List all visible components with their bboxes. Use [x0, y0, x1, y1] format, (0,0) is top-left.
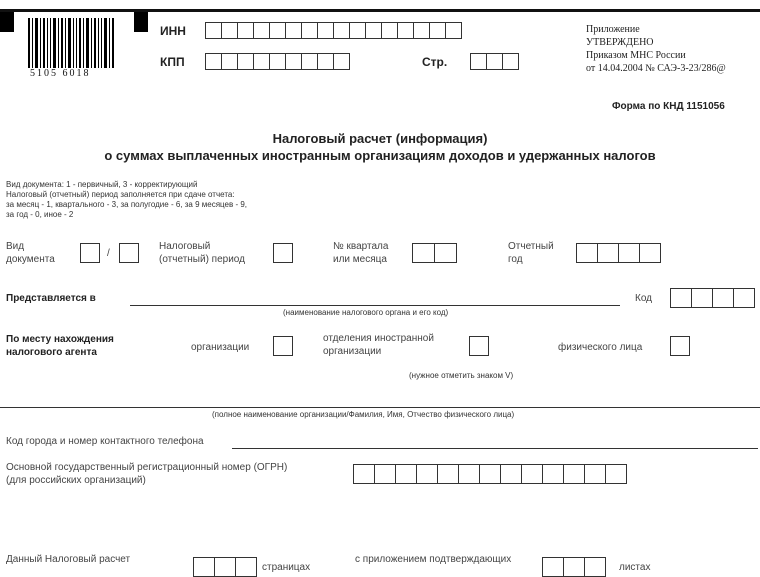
person-label: физического лица [558, 342, 643, 353]
year-label [508, 240, 554, 266]
year-label-line-1: Отчетный [508, 241, 554, 252]
ogrn-cells[interactable] [353, 464, 626, 484]
page-label: Стр. [422, 55, 448, 69]
barcode-number: 5105 6018 [30, 68, 91, 79]
approval-line-4: от 14.04.2004 № САЭ-3-23/286@ [586, 63, 726, 74]
full-name-caption: (полное наименование организации/Фамилия, Имя, Отчество физического лица) [212, 410, 515, 419]
doc-type-label [6, 240, 55, 266]
tax-authority-caption: (наименование налогового органа и его код) [283, 308, 449, 317]
approval-line-1: Приложение [586, 24, 640, 35]
form-title-line-2: о суммах выплаченных иностранным организациям доходов и удержанных налогов [104, 148, 656, 163]
phone-line[interactable] [232, 448, 758, 449]
year-cells[interactable] [576, 243, 660, 263]
year-label-line-2: год [508, 254, 523, 265]
quarter-label-line-2: или месяца [333, 254, 387, 265]
calc-label: Данный Налоговый расчет [6, 554, 131, 565]
location-label-line-1: По месту нахождения [6, 334, 114, 345]
approval-line-2: УТВЕРЖДЕНО [586, 37, 654, 48]
branch-label-line-1: отделения иностранной [323, 333, 434, 344]
org-checkbox[interactable] [273, 336, 293, 356]
ogrn-label [6, 461, 287, 487]
page-cells[interactable] [470, 53, 518, 70]
phone-label: Код города и номер контактного телефона [6, 436, 204, 447]
code-label: Код [635, 293, 653, 304]
tax-authority-line[interactable] [130, 305, 620, 306]
inn-label: ИНН [160, 24, 186, 38]
period-label-line-1: Налоговый [159, 241, 211, 252]
checkbox-note: (нужное отметить знаком V) [409, 371, 514, 380]
location-label [6, 333, 114, 359]
full-name-line[interactable] [0, 407, 760, 408]
period-label [159, 240, 245, 266]
ogrn-label-line-2: (для российских организаций) [6, 475, 146, 486]
doc-type-label-line-2: документа [6, 254, 55, 265]
inn-cells[interactable] [205, 22, 461, 39]
doc-type-box-2[interactable] [119, 243, 139, 263]
branch-label [323, 332, 434, 358]
instructions-line-4: за год - 0, иное - 2 [6, 210, 74, 219]
sheets-label: листах [619, 562, 651, 573]
org-label: организации [191, 342, 250, 353]
pages-cells[interactable] [193, 557, 256, 577]
pages-label: страницах [262, 562, 311, 573]
doc-type-slash: / [107, 248, 110, 259]
kpp-label: КПП [160, 55, 185, 69]
submitted-label: Представляется в [6, 293, 96, 304]
doc-type-box-1[interactable] [80, 243, 100, 263]
instructions-line-3: за месяц - 1, квартального - 3, за полугодие - 6, за 9 месяцев - 9, [6, 200, 247, 209]
doc-type-label-line-1: Вид [6, 241, 25, 252]
corner-mark-left [0, 12, 14, 32]
instructions-line-1: Вид документа: 1 - первичный, 3 - корректирующий [6, 180, 198, 189]
instructions-line-2: Налоговый (отчетный) период заполняется при сдаче отчета: [6, 190, 235, 199]
approval-line-3: Приказом МНС России [586, 50, 686, 61]
quarter-label [333, 240, 388, 266]
tax-authority-code-cells[interactable] [670, 288, 754, 308]
form-code: Форма по КНД 1151056 [612, 101, 725, 112]
quarter-cells[interactable] [412, 243, 456, 263]
person-checkbox[interactable] [670, 336, 690, 356]
period-label-line-2: (отчетный) период [159, 254, 245, 265]
instructions [6, 180, 247, 220]
corner-mark-right [134, 12, 148, 32]
location-label-line-2: налогового агента [6, 347, 97, 358]
branch-label-line-2: организации [323, 346, 382, 357]
branch-checkbox[interactable] [469, 336, 489, 356]
attach-label: с приложением подтверждающих [355, 554, 512, 565]
barcode [28, 18, 118, 68]
quarter-label-line-1: № квартала [333, 241, 389, 252]
approval-block [586, 23, 726, 75]
form-title-line-1: Налоговый расчет (информация) [272, 131, 488, 146]
kpp-cells[interactable] [205, 53, 349, 70]
period-box[interactable] [273, 243, 293, 263]
ogrn-label-line-1: Основной государственный регистрационный номер (ОГРН) [6, 462, 288, 473]
top-border [0, 9, 760, 12]
sheets-cells[interactable] [542, 557, 605, 577]
